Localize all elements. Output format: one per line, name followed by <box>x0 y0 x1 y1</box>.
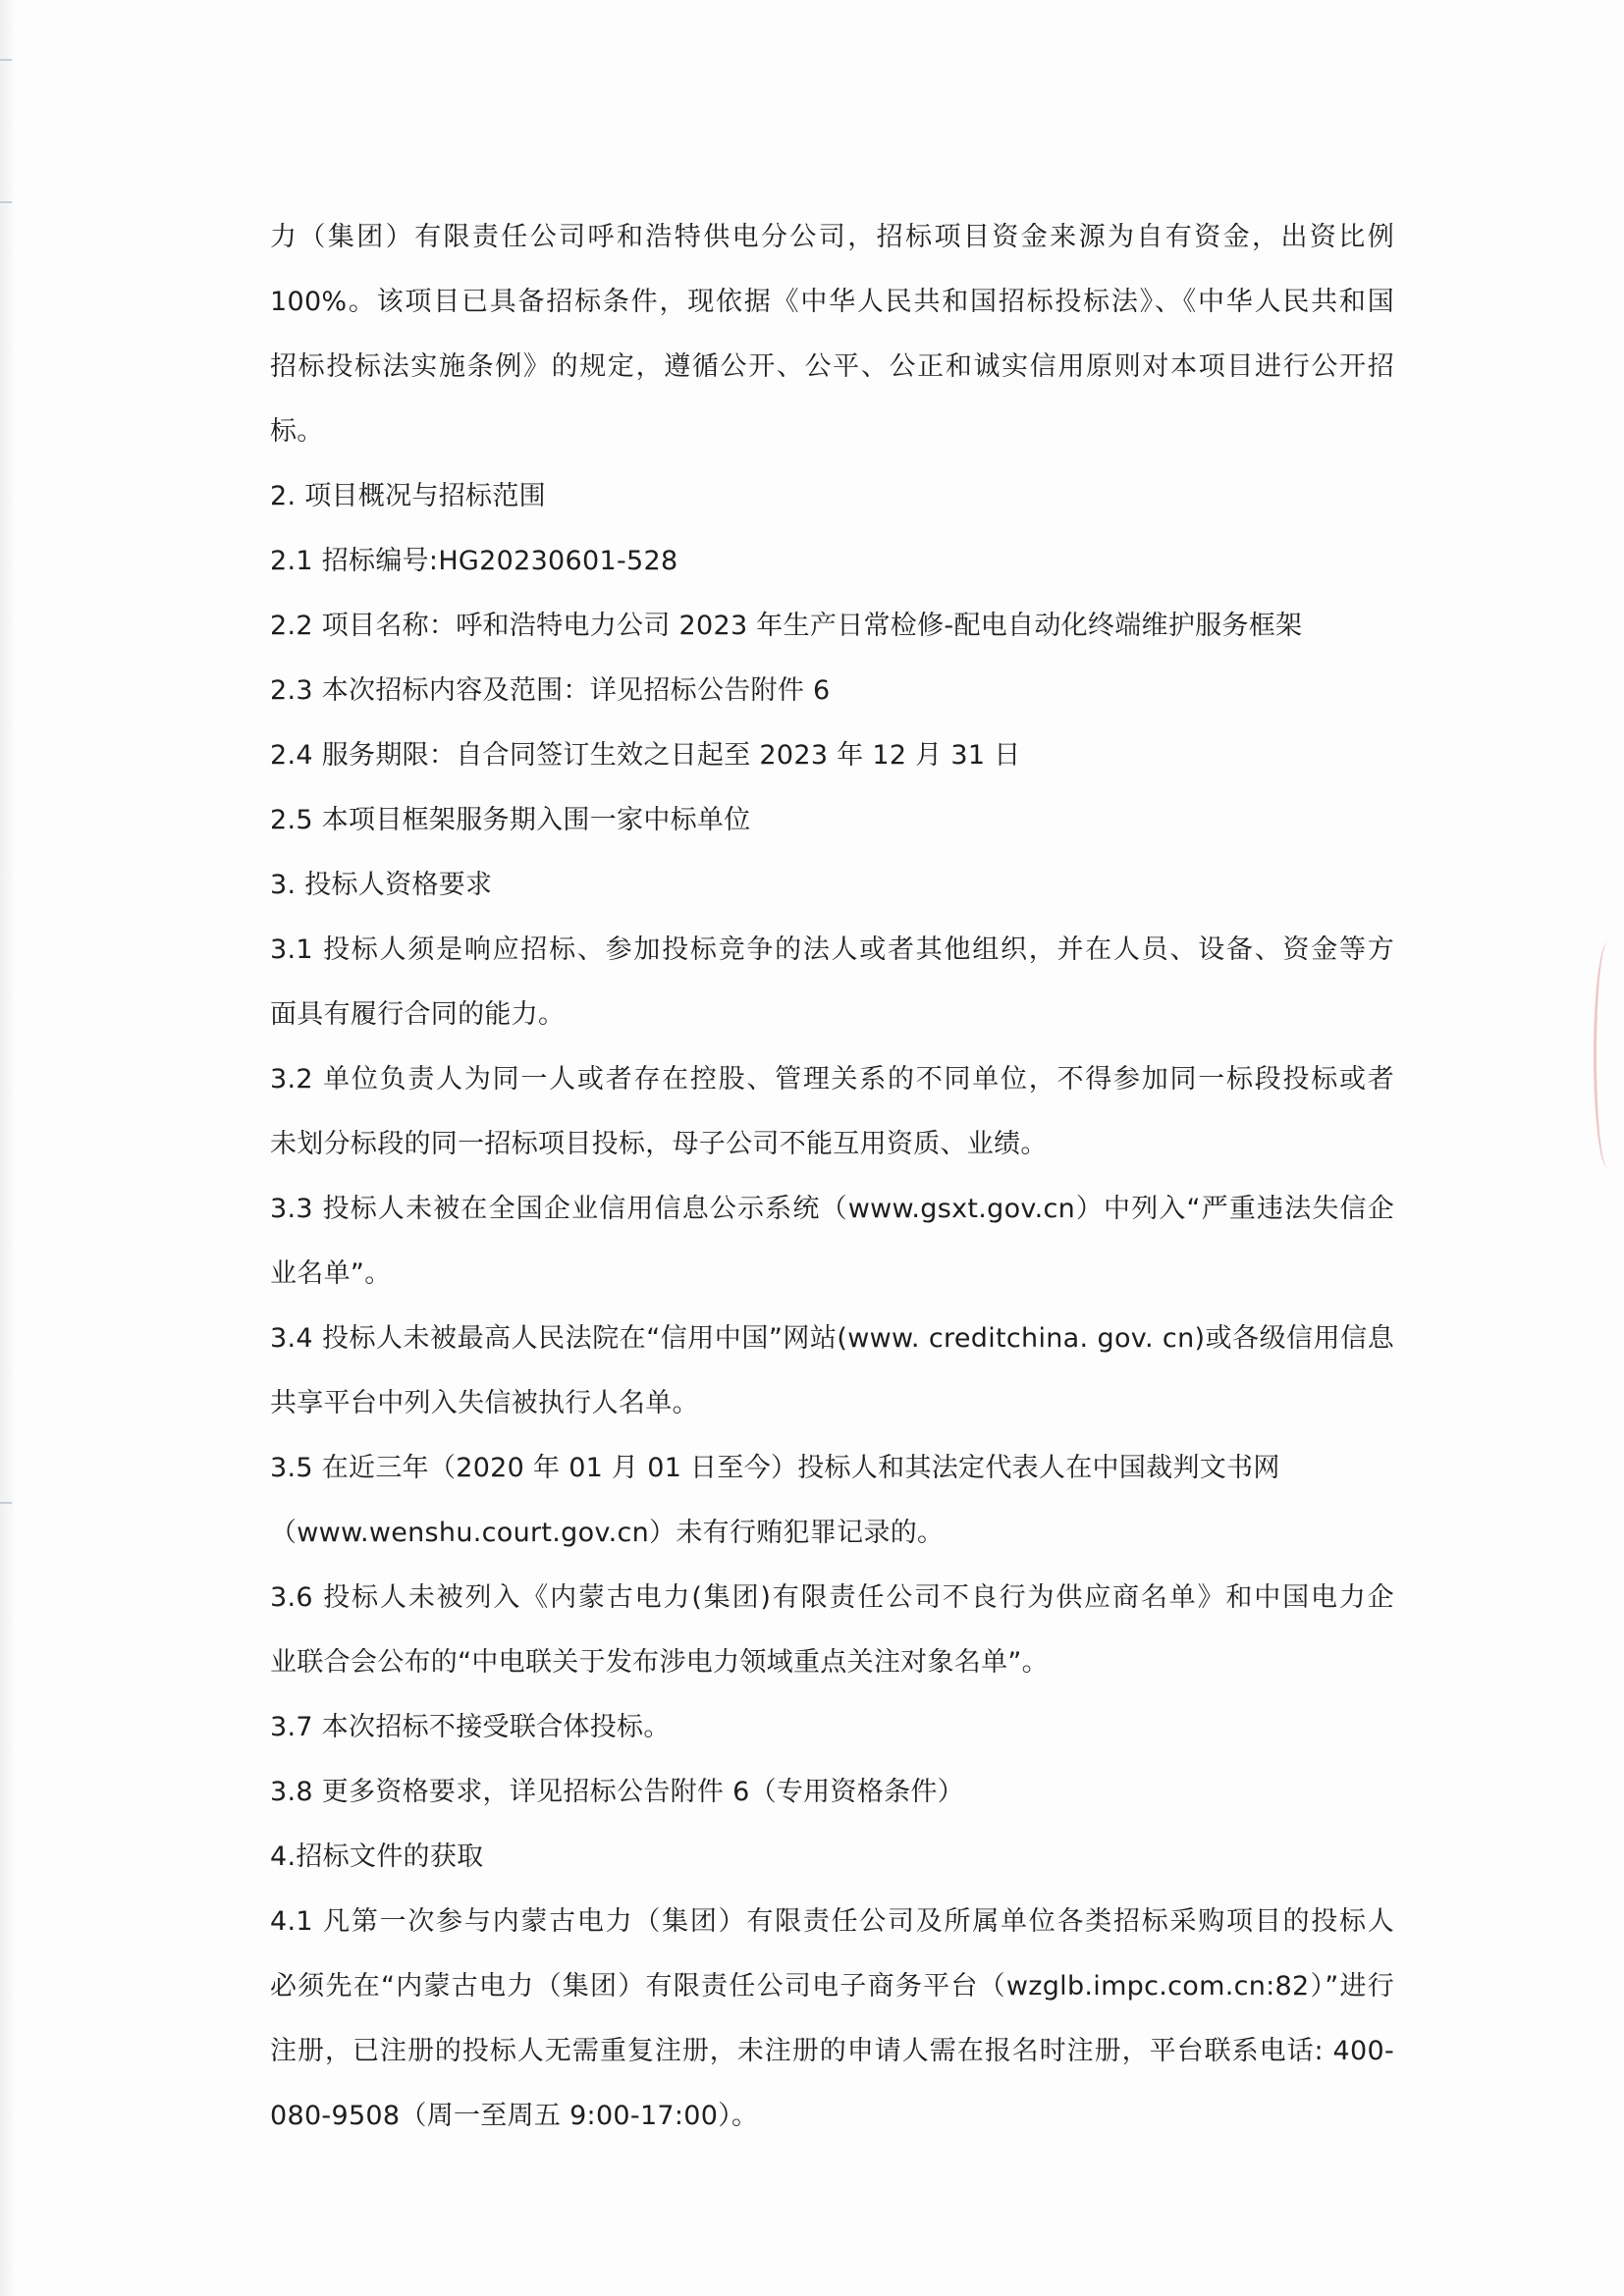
scan-mark <box>0 1502 12 1504</box>
paragraph-line: 力（集团）有限责任公司呼和浩特供电分公司，招标项目资金来源为自有资金，出资比例 <box>270 222 1394 252</box>
paragraph-line: 2.3 本次招标内容及范围：详见招标公告附件 6 <box>270 675 831 706</box>
paragraph-line: 招标投标法实施条例》的规定，遵循公开、公平、公正和诚实信用原则对本项目进行公开招 <box>270 351 1394 382</box>
paragraph-line: 注册，已注册的投标人无需重复注册，未注册的申请人需在报名时注册，平台联系电话: 400- <box>270 2036 1394 2066</box>
paragraph-line: 2.4 服务期限：自合同签订生效之日起至 2023 年 12 月 31 日 <box>270 740 1021 771</box>
paragraph-line: 3.7 本次招标不接受联合体投标。 <box>270 1712 671 1742</box>
paragraph-line: （www.wenshu.court.gov.cn）未有行贿犯罪记录的。 <box>270 1518 945 1548</box>
paragraph-line: 标。 <box>270 416 324 447</box>
paragraph-line: 2.5 本项目框架服务期入围一家中标单位 <box>270 805 751 835</box>
seal-fragment <box>1594 942 1622 1168</box>
paragraph-line: 080-9508（周一至周五 9:00-17:00）。 <box>270 2101 759 2131</box>
paragraph-line: 4.1 凡第一次参与内蒙古电力（集团）有限责任公司及所属单位各类招标采购项目的投标人 <box>270 1906 1394 1937</box>
paragraph-line: 3.1 投标人须是响应招标、参加投标竞争的法人或者其他组织，并在人员、设备、资金等方 <box>270 934 1394 965</box>
paragraph-line: 业名单”。 <box>270 1258 392 1289</box>
paragraph-line: 3.3 投标人未被在全国企业信用信息公示系统（www.gsxt.gov.cn）中列入“严重违法失信企 <box>270 1194 1394 1224</box>
scan-edge <box>0 0 14 2296</box>
paragraph-line: 3.4 投标人未被最高人民法院在“信用中国”网站(www. creditchina. gov. cn)或各级信用信息 <box>270 1323 1394 1354</box>
paragraph-line: 100%。该项目已具备招标条件，现依据《中华人民共和国招标投标法》、《中华人民共和国 <box>270 287 1394 317</box>
paragraph-line: 3.2 单位负责人为同一人或者存在控股、管理关系的不同单位，不得参加同一标段投标或者 <box>270 1064 1394 1095</box>
paragraph-line: 必须先在“内蒙古电力（集团）有限责任公司电子商务平台（wzglb.impc.com.cn:82）”进行 <box>270 1971 1394 2002</box>
paragraph-line: 3.5 在近三年（2020 年 01 月 01 日至今）投标人和其法定代表人在中国裁判文书网 <box>270 1453 1280 1483</box>
scan-mark <box>0 201 12 203</box>
paragraph-line: 3.6 投标人未被列入《内蒙古电力(集团)有限责任公司不良行为供应商名单》和中国电力企 <box>270 1582 1394 1613</box>
section-heading: 3. 投标人资格要求 <box>270 870 493 900</box>
section-heading: 4.招标文件的获取 <box>270 1842 484 1872</box>
paragraph-line: 2.2 项目名称：呼和浩特电力公司 2023 年生产日常检修-配电自动化终端维护服务框架 <box>270 611 1303 641</box>
paragraph-line: 3.8 更多资格要求，详见招标公告附件 6（专用资格条件） <box>270 1777 964 1807</box>
paragraph-line: 业联合会公布的“中电联关于发布涉电力领域重点关注对象名单”。 <box>270 1647 1049 1678</box>
scan-mark <box>0 59 12 61</box>
paragraph-line: 共享平台中列入失信被执行人名单。 <box>270 1388 699 1418</box>
section-heading: 2. 项目概况与招标范围 <box>270 481 546 511</box>
paragraph-line: 2.1 招标编号:HG20230601-528 <box>270 546 678 576</box>
paragraph-line: 面具有履行合同的能力。 <box>270 999 566 1030</box>
paragraph-line: 未划分标段的同一招标项目投标，母子公司不能互用资质、业绩。 <box>270 1129 1048 1159</box>
